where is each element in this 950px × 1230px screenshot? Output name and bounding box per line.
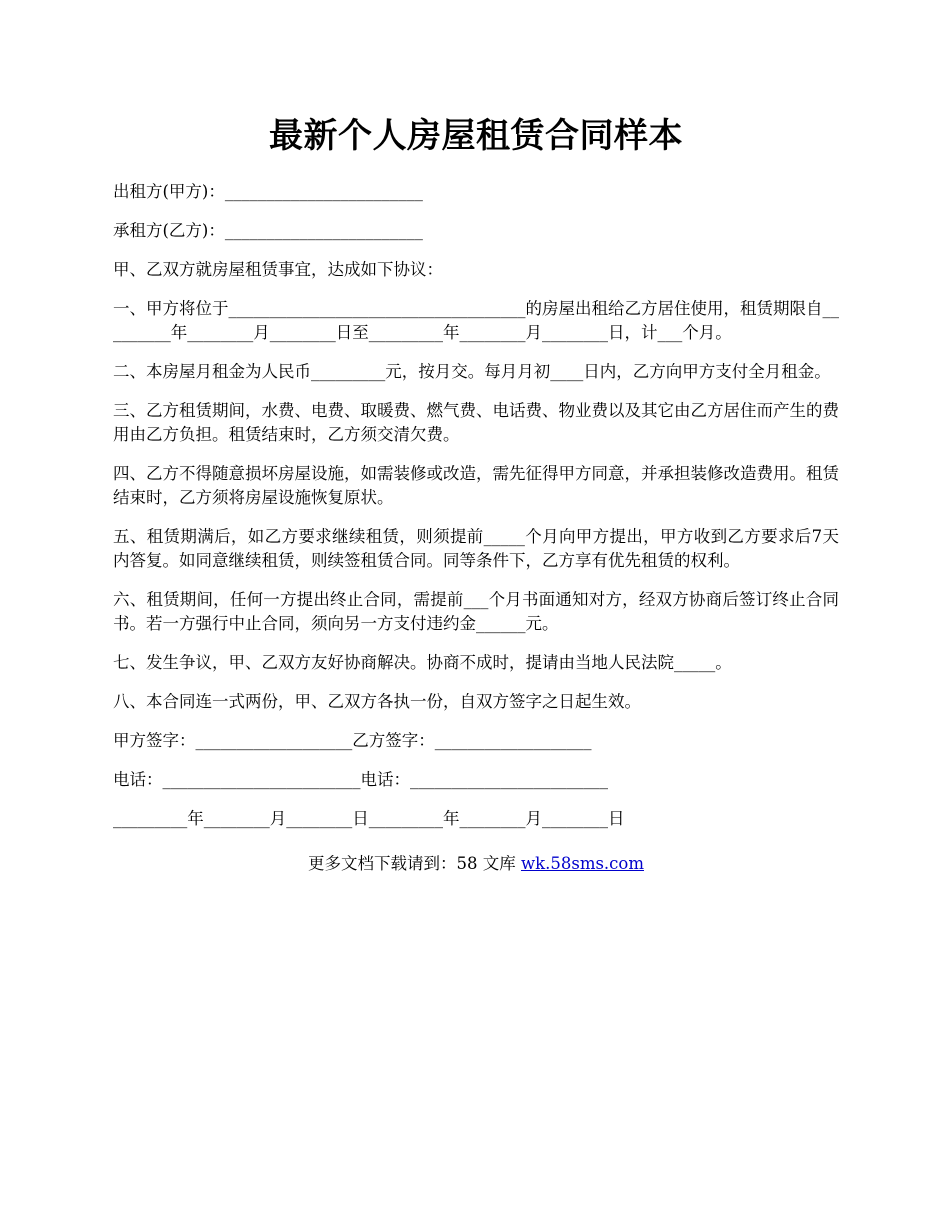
clause-6: 六、租赁期间，任何一方提出终止合同，需提前___个月书面通知对方，经双方协商后签订终止合同书。若一方强行中止合同，须向另一方支付违约金______元。 [113, 590, 839, 633]
lessee-line: 承租方(乙方)：________________________ [113, 221, 423, 240]
footer-text: 更多文档下载请到：58 文库 [307, 854, 521, 873]
phone-line: 电话：________________________电话：________________________ [113, 770, 608, 789]
lessor-line: 出租方(甲方)：________________________ [113, 182, 423, 201]
clause-7: 七、发生争议，甲、乙双方友好协商解决。协商不成时，提请由当地人民法院_____。 [113, 653, 732, 672]
clause-5: 五、租赁期满后，如乙方要求继续租赁，则须提前_____个月向甲方提出，甲方收到乙方要求后7天内答复。如同意继续租赁，则续签租赁合同。同等条件下，乙方享有优先租赁的权利。 [113, 527, 839, 570]
clause-8: 八、本合同连一式两份，甲、乙双方各执一份，自双方签字之日起生效。 [113, 692, 641, 711]
footer-link[interactable]: wk.58sms.com [520, 854, 644, 873]
clause-3: 三、乙方租赁期间，水费、电费、取暖费、燃气费、电话费、物业费以及其它由乙方居住而产生的费用由乙方负担。租赁结束时，乙方须交清欠费。 [113, 401, 839, 444]
download-footer [113, 852, 839, 876]
clause-2: 二、本房屋月租金为人民币_________元，按月交。每月月初____日内，乙方向甲方支付全月租金。 [113, 362, 831, 381]
agreement-intro: 甲、乙双方就房屋租赁事宜，达成如下协议： [113, 260, 443, 279]
document-title: 最新个人房屋租赁合同样本 [269, 116, 683, 156]
signature-line: 甲方签字：___________________乙方签字：___________________ [113, 731, 592, 750]
document-body [113, 180, 839, 876]
date-line: _________年________月________日_________年________月________日 [113, 809, 625, 828]
clause-4: 四、乙方不得随意损坏房屋设施，如需装修或改造，需先征得甲方同意，并承担装修改造费用。租赁结束时，乙方须将房屋设施恢复原状。 [113, 464, 839, 507]
clause-1: 一、甲方将位于____________________________________的房屋出租给乙方居住使用，租赁期限自_________年________月________日至_________年________月________日，计___个月。 [113, 299, 839, 342]
